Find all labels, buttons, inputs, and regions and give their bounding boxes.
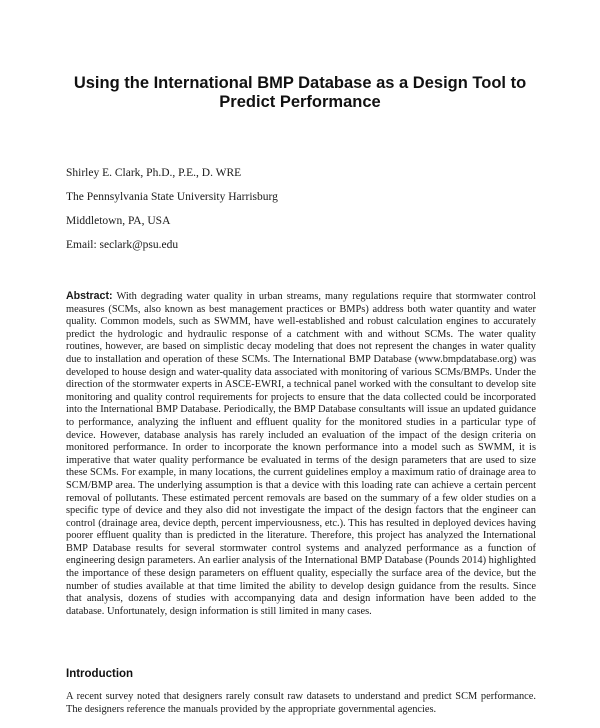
introduction-paragraph: A recent survey noted that designers rarely consult raw datasets to understand and predict SCM performance. The designers reference the manuals provided by the appropriate governmental agencies. — [66, 691, 536, 715]
paper-title: Using the International BMP Database as a Design Tool to Predict Performance — [73, 74, 527, 111]
author-location: Middletown, PA, USA — [66, 215, 171, 227]
author-name: Shirley E. Clark, Ph.D., P.E., D. WRE — [66, 167, 242, 179]
author-block — [66, 166, 536, 262]
abstract-text: With degrading water quality in urban streams, many regulations require that stormwater control measures (SCMs, also known as best management practices or BMPs) address both water quantity and water quality. Common models, such as SWMM, have well-established and robust calculation engines to accurately predict the hydrologic and hydraulic response of a catchment with and without SCMs. The water quality routines, however, are based on simplistic decay modeling that does not represent the changes in water quality due to installation and operation of these SCMs. The International BMP Database (www.bmpdatabase.org) was developed to house design and water-quality data associated with monitoring of various SCMs/BMPs. Under the direction of the stormwater experts in ASCE-EWRI, a technical panel worked with the consultant to develop site monitoring and quality control requirements for projects to ensure that the data collected could be incorporated into the International BMP Database. Periodically, the BMP Database consultants will issue an updated guidance to performance, analyzing the influent and effluent quality for the monitored studies in a particular type of device. However, database analysis has rarely included an evaluation of the impact of the design criteria on monitored performance. In order to incorporate the known performance into a model such as SWMM, it is imperative that water quality performance be evaluated in terms of the design parameters that are used to size these SCMs. For example, in many locations, the current guidelines employ a maximum ratio of drainage area to SCM/BMP area. The underlying assumption is that a device with this loading rate can achieve a certain percent removal of pollutants. These estimated percent removals are based on the summary of a few older studies on a specific type of device and they also did not investigate the impact of the design factors that the engineer can control (drainage area, device depth, percent imperviousness, etc.). This has resulted in deployed devices having poorer effluent quality than is predicted in the literature. Therefore, this project has analyzed the International BMP Database results for several stormwater control systems and analyzed performance as a function of engineering design parameters. An earlier analysis of the International BMP Database (Pounds 2014) highlighted the importance of these design parameters on effluent quality, especially the surface area of the device, but the number of studies available at that time limited the ability to develop design guidance from the results. Since that analysis, dozens of studies with accompanying data and design information have been added to the database. Unfortunately, design information is still limited in many cases. — [66, 291, 536, 617]
abstract-label: Abstract: — [66, 290, 113, 302]
author-affiliation: The Pennsylvania State University Harrisburg — [66, 191, 278, 203]
abstract-paragraph — [66, 290, 536, 618]
section-heading-introduction: Introduction — [66, 668, 134, 680]
author-email: Email: seclark@psu.edu — [66, 239, 179, 251]
